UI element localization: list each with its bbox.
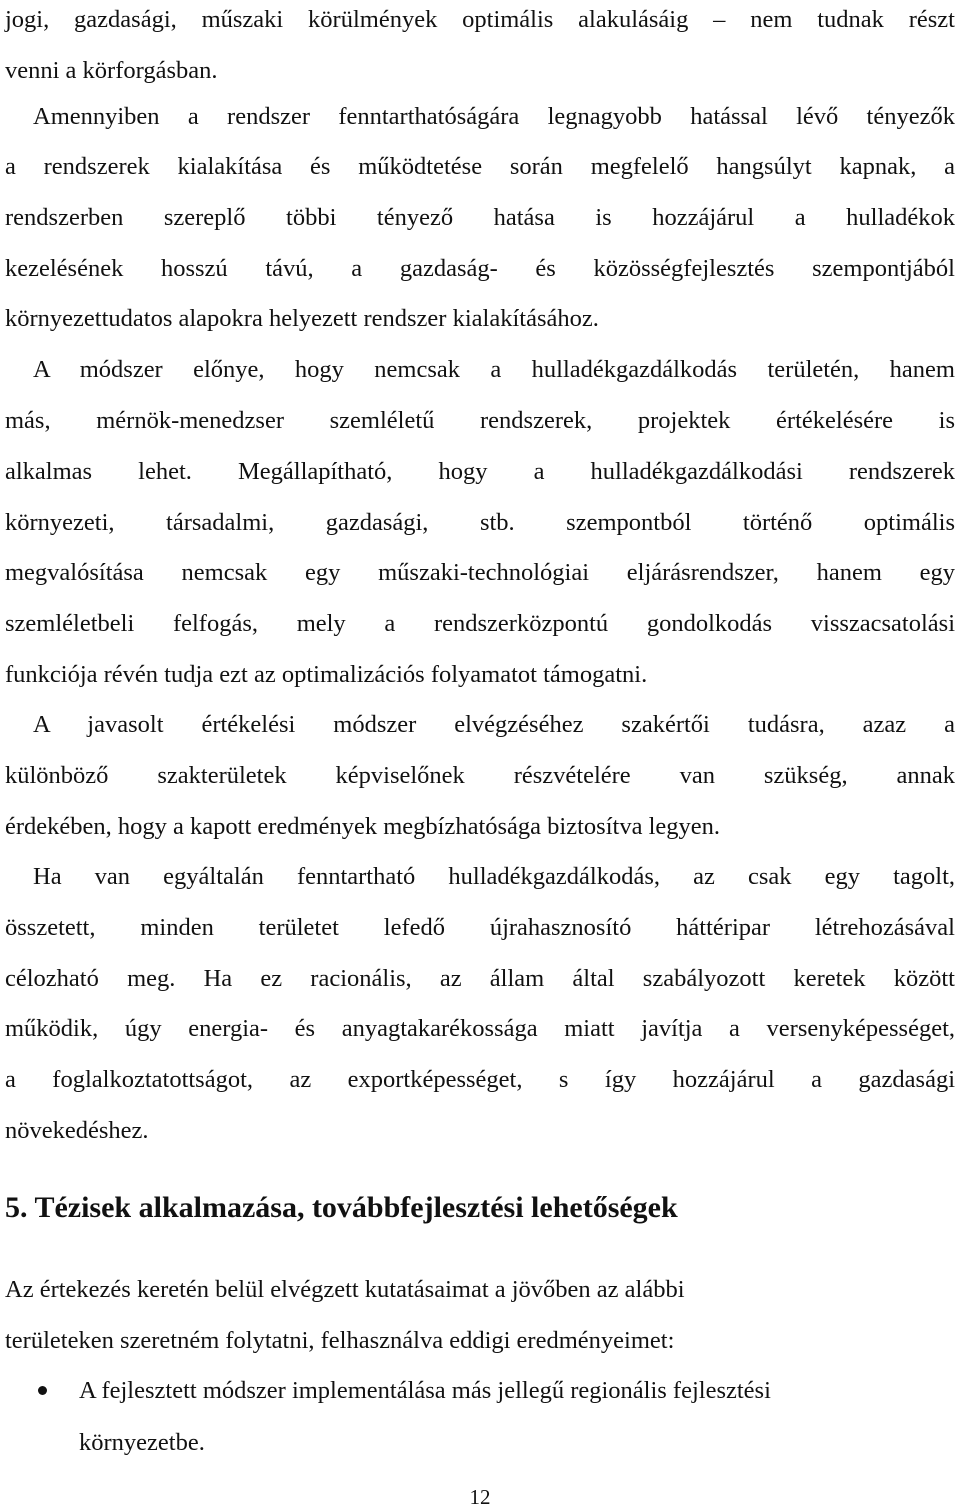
list-item-text: A fejlesztett módszer implementálása más jellegű regionális fejlesztési (79, 1377, 771, 1404)
section-heading: 5. Tézisek alkalmazása, továbbfejlesztési lehetőségek (5, 1191, 678, 1224)
text-line: jogi, gazdasági, műszaki körülmények optimális alakulásáig – nem tudnak részt (5, 6, 955, 33)
text-line: területeken szeretném folytatni, felhasználva eddigi eredményeimet: (5, 1327, 675, 1354)
text-line: kezelésének hosszú távú, a gazdaság- és közösségfejlesztés szempontjából (5, 255, 955, 282)
text-line: növekedéshez. (5, 1117, 149, 1144)
text-line: alkalmas lehet. Megállapítható, hogy a hulladékgazdálkodási rendszerek (5, 458, 955, 485)
text-line: környezettudatos alapokra helyezett rendszer kialakításához. (5, 305, 599, 332)
text-line: más, mérnök-menedzser szemléletű rendszerek, projektek értékelésére is (5, 407, 955, 434)
text-line: különböző szakterületek képviselőnek részvételére van szükség, annak (5, 762, 955, 789)
text-line: célozható meg. Ha ez racionális, az állam által szabályozott keretek között (5, 965, 955, 992)
text-line: Az értekezés keretén belül elvégzett kutatásaimat a jövőben az alábbi (5, 1276, 685, 1303)
text-line: A módszer előnye, hogy nemcsak a hulladékgazdálkodás területén, hanem (33, 356, 955, 383)
text-line: a rendszerek kialakítása és működtetése során megfelelő hangsúlyt kapnak, a (5, 153, 955, 180)
page-number: 12 (469, 1485, 491, 1509)
text-line: a foglalkoztatottságot, az exportképességet, s így hozzájárul a gazdasági (5, 1066, 955, 1093)
text-line: összetett, minden területet lefedő újrahasznosító háttéripar létrehozásával (5, 914, 955, 941)
text-line: Ha van egyáltalán fenntartható hulladékgazdálkodás, az csak egy tagolt, (33, 863, 955, 890)
text-line: megvalósítása nemcsak egy műszaki-technológiai eljárásrendszer, hanem egy (5, 559, 955, 586)
list-item-text: környezetbe. (79, 1429, 205, 1456)
text-line: működik, úgy energia- és anyagtakarékossága miatt javítja a versenyképességet, (5, 1015, 955, 1042)
text-line: érdekében, hogy a kapott eredmények megbízhatósága biztosítva legyen. (5, 813, 720, 840)
text-line: környezeti, társadalmi, gazdasági, stb. szempontból történő optimális (5, 509, 955, 536)
text-line: venni a körforgásban. (5, 57, 218, 84)
text-line: Amennyiben a rendszer fenntarthatóságára legnagyobb hatással lévő tényezők (33, 103, 955, 130)
text-line: A javasolt értékelési módszer elvégzéséhez szakértői tudásra, azaz a (33, 711, 955, 738)
bullet-icon (38, 1386, 47, 1395)
text-line: szemléletbeli felfogás, mely a rendszerközpontú gondolkodás visszacsatolási (5, 610, 955, 637)
text-line: rendszerben szereplő többi tényező hatása is hozzájárul a hulladékok (5, 204, 955, 231)
text-line: funkciója révén tudja ezt az optimalizációs folyamatot támogatni. (5, 661, 648, 688)
